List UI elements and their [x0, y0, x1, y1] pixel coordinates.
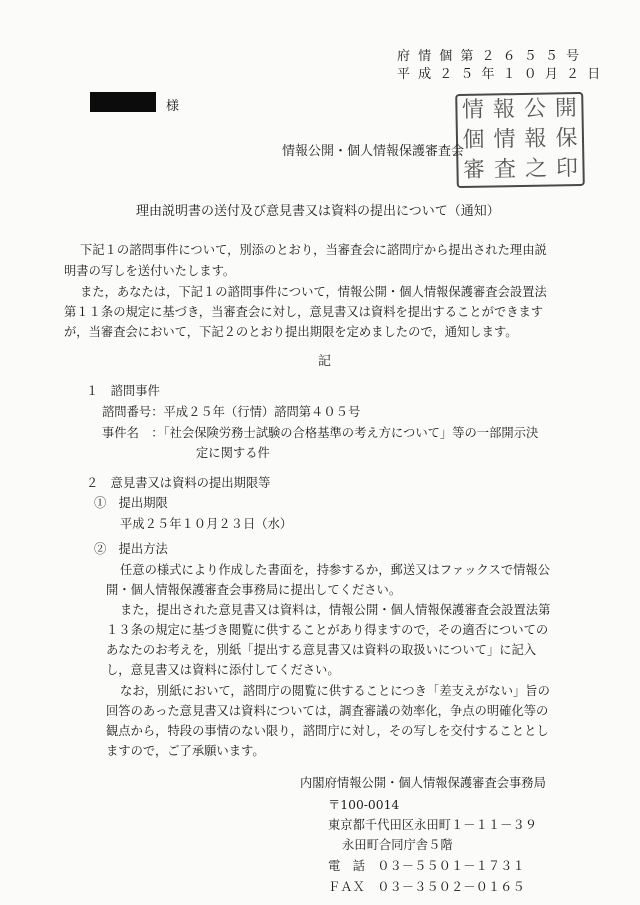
- office-address-1: 東京都千代田区永田町１－１１－３９: [328, 818, 538, 832]
- method-line-6: し，意見書又は資料に添付してください。: [106, 663, 340, 677]
- body-line-3: また，あなたは，下記１の諮問事件について，情報公開・個人情報保護審査会設置法: [80, 285, 547, 299]
- addressee-honorific: 様: [166, 99, 180, 114]
- item1-case-name: 事件名 ：「社会保険労務士試験の合格基準の考え方について」等の一部開示決: [102, 426, 539, 440]
- method-line-2: 開・個人情報保護審査会事務局に提出してください。: [106, 583, 402, 597]
- body-line-1: 下記１の諮問事件について，別添のとおり，当審査会に諮問庁から提出された理由説: [80, 243, 547, 257]
- method-line-9: 観点から，特段の事情のない限り，諮問庁に対し，その写しを交付することとし: [106, 724, 549, 738]
- document-subject: 理由説明書の送付及び意見書又は資料の提出について（通知）: [136, 204, 500, 219]
- redacted-addressee-name: [90, 92, 156, 112]
- method-line-3: また，提出された意見書又は資料は，情報公開・個人情報保護審査会設置法第: [120, 603, 551, 617]
- method-line-4: １３条の規定に基づき閲覧に供することがあり得ますので，その適否についての: [106, 623, 549, 637]
- ki-heading: 記: [318, 354, 332, 369]
- item2-method-title: ② 提出方法: [94, 542, 168, 556]
- item1-number: 諮問番号：平成２５年（行情）諮問第４０５号: [102, 405, 361, 419]
- item2-deadline-value: 平成２５年１０月２３日（水）: [120, 517, 293, 531]
- method-line-7: なお，別紙において，諮問庁の閲覧に供することにつき「差支えがない」旨の: [120, 684, 550, 698]
- document-date: 平 成 ２ ５ 年 １ ０ 月 ２ 日: [397, 67, 603, 82]
- method-line-5: あなたのお考えを，別紙「提出する意見書又は資料の取扱いについて」に記入: [106, 643, 537, 657]
- office-name: 内閣府情報公開・個人情報保護審査会事務局: [300, 776, 546, 790]
- method-line-8: 回答のあった意見書又は資料については，調査審議の効率化，争点の明確化等の: [106, 704, 549, 718]
- method-line-1: 任意の様式により作成した書面を，持参するか，郵送又はファックスで情報公: [120, 563, 551, 577]
- body-line-5: が，当審査会において，下記２のとおり提出期限を定めましたので，通知します。: [64, 325, 518, 339]
- item2-deadline-title: ① 提出期限: [94, 496, 168, 510]
- office-address-2: 永田町合同庁舎５階: [342, 838, 453, 852]
- sender-council: 情報公開・個人情報保護審査会: [282, 144, 465, 159]
- office-fax: ＦＡＸ ０３－３５０２－０１６５: [328, 880, 525, 894]
- item2-heading: ２ 意見書又は資料の提出期限等: [86, 476, 271, 490]
- body-line-2: 明書の写しを送付いたします。: [64, 264, 236, 278]
- office-telephone: 電 話 ０３－５５０１－１７３１: [328, 859, 525, 873]
- method-line-10: ますので，ご了承願います。: [106, 744, 265, 758]
- document-number: 府 情 個 第 ２ ６ ５ ５ 号: [397, 49, 582, 64]
- office-postal: 〒100-0014: [328, 798, 400, 812]
- body-line-4: 第１１条の規定に基づき，当審査会に対し，意見書又は資料を提出することができます: [64, 305, 544, 319]
- item1-heading: １ 諮問事件: [86, 384, 160, 398]
- official-seal-stamp: 情 報 公 開 個 情 報 保 審 査 之 印: [455, 92, 585, 188]
- item1-case-name-cont: 定に関する件: [196, 446, 270, 460]
